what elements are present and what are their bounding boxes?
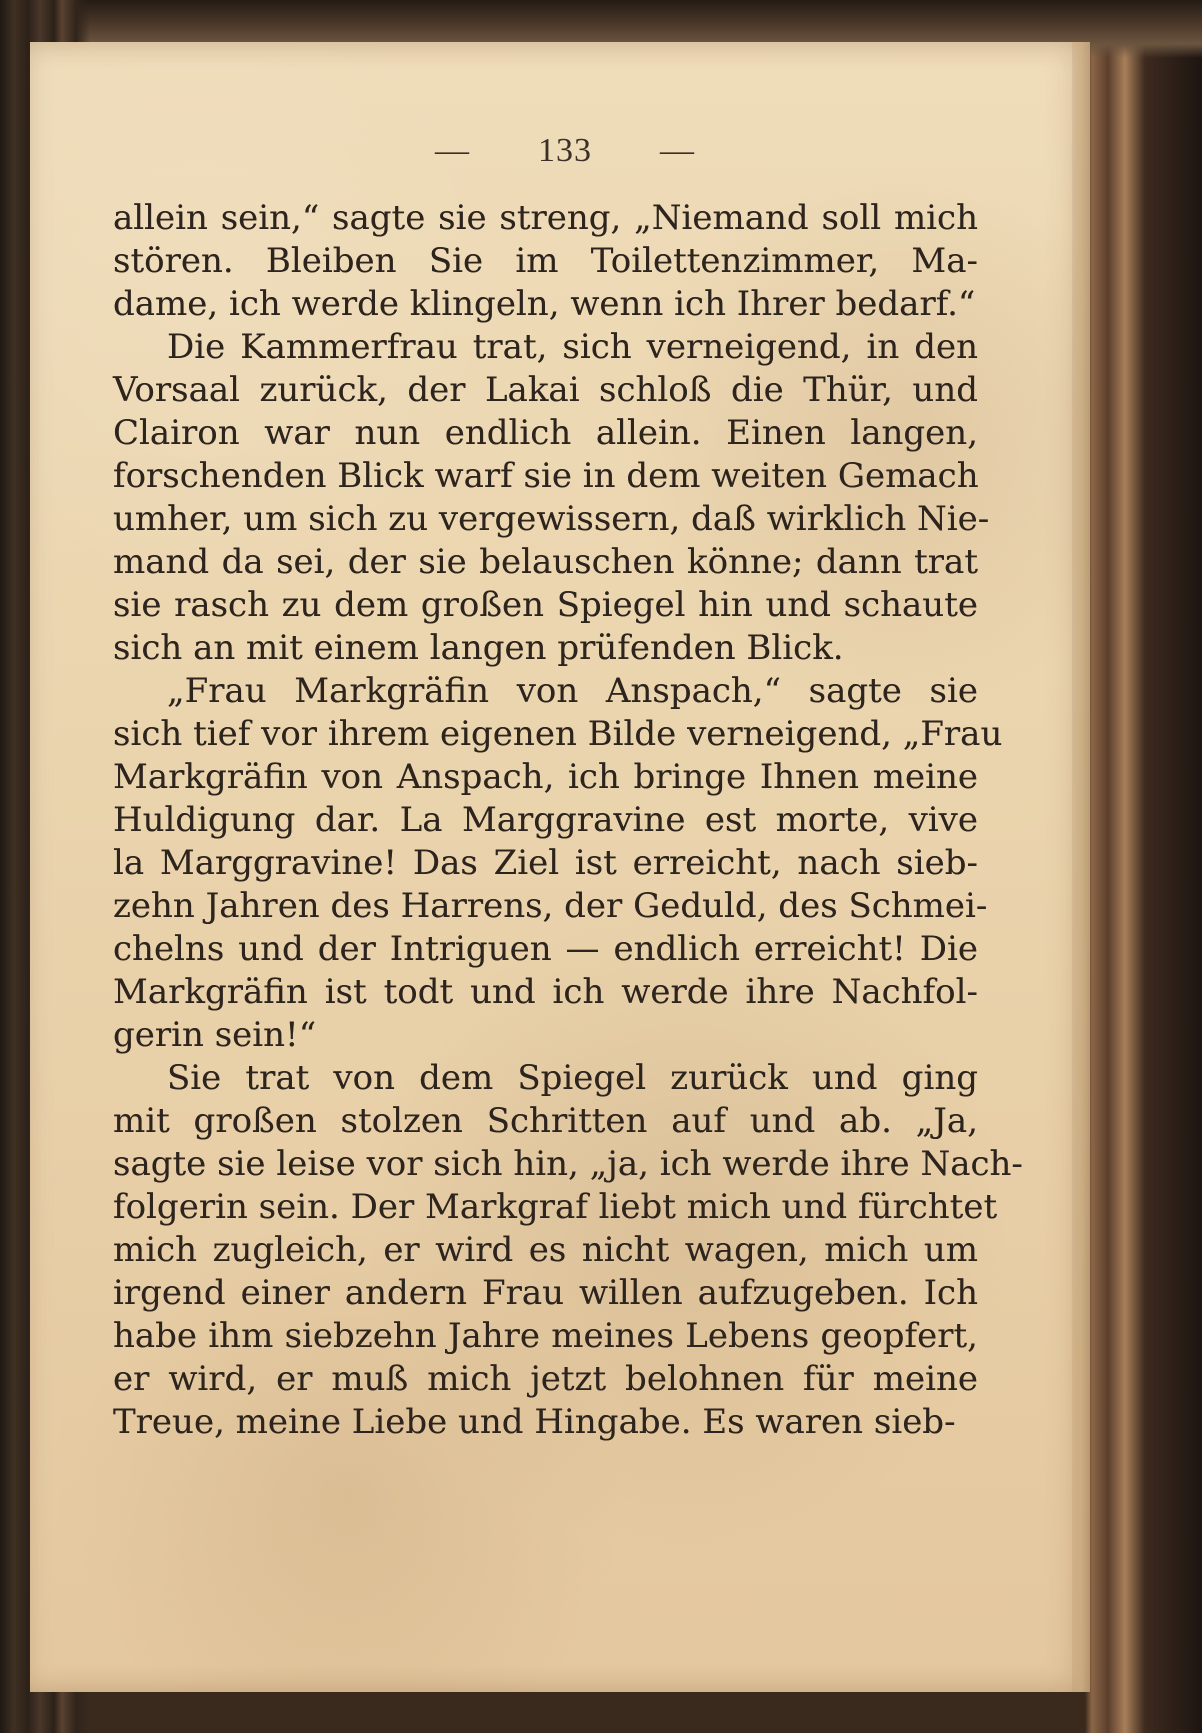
page-number: 133 xyxy=(538,132,592,169)
text-line: sich tief vor ihrem eigenen Bilde verneigend, „Frau xyxy=(113,714,1003,754)
text-line: mit großen stolzen Schritten auf und ab. „Ja, xyxy=(113,1101,978,1141)
text-line: Huldigung dar. La Marggravine est morte, vive xyxy=(113,800,978,840)
text-line: umher, um sich zu vergewissern, daß wirklich Nie- xyxy=(113,499,990,539)
text-line: Markgräfin von Anspach, ich bringe Ihnen meine xyxy=(113,757,978,797)
text-line: irgend einer andern Frau willen aufzugeben. Ich xyxy=(113,1273,978,1313)
text-line: Clairon war nun endlich allein. Einen langen, xyxy=(113,413,978,453)
text-line: gerin sein!“ xyxy=(113,1015,317,1055)
page-edge xyxy=(1072,42,1090,1692)
header-right-dash: — xyxy=(660,132,695,169)
text-line: Vorsaal zurück, der Lakai schloß die Thür, und xyxy=(113,370,978,410)
text-line: Treue, meine Liebe und Hingabe. Es waren sieb- xyxy=(113,1402,956,1442)
body-text xyxy=(113,197,1023,1444)
text-line: habe ihm siebzehn Jahre meines Lebens geopfert, xyxy=(113,1316,978,1356)
text-line: „Frau Markgräfin von Anspach,“ sagte sie xyxy=(167,671,978,711)
header-left-dash: — xyxy=(435,132,470,169)
text-line: mich zugleich, er wird es nicht wagen, mich um xyxy=(113,1230,978,1270)
text-line: chelns und der Intriguen — endlich erreicht! Die xyxy=(113,929,978,969)
text-line: stören. Bleiben Sie im Toilettenzimmer, Ma- xyxy=(113,241,978,281)
text-line: sich an mit einem langen prüfenden Blick. xyxy=(113,628,844,668)
text-line: er wird, er muß mich jetzt belohnen für meine xyxy=(113,1359,978,1399)
page-header xyxy=(435,132,695,176)
text-line: forschenden Blick warf sie in dem weiten Gemach xyxy=(113,456,979,496)
text-line: zehn Jahren des Harrens, der Geduld, des Schmei- xyxy=(113,886,988,926)
text-line: allein sein,“ sagte sie streng, „Niemand soll mich xyxy=(113,198,978,238)
text-line: Die Kammerfrau trat, sich verneigend, in den xyxy=(167,327,978,367)
text-line: folgerin sein. Der Markgraf liebt mich und fürchtet xyxy=(113,1187,998,1227)
text-line: dame, ich werde klingeln, wenn ich Ihrer bedarf.“ xyxy=(113,284,976,324)
text-line: la Marggravine! Das Ziel ist erreicht, nach sieb- xyxy=(113,843,978,883)
book-page xyxy=(30,42,1090,1692)
text-line: Sie trat von dem Spiegel zurück und ging xyxy=(167,1058,978,1098)
text-line: mand da sei, der sie belauschen könne; dann trat xyxy=(113,542,978,582)
text-line: sie rasch zu dem großen Spiegel hin und schaute xyxy=(113,585,978,625)
text-line: Markgräfin ist todt und ich werde ihre Nachfol- xyxy=(113,972,978,1012)
text-line: sagte sie leise vor sich hin, „ja, ich werde ihre Nach- xyxy=(113,1144,1023,1184)
